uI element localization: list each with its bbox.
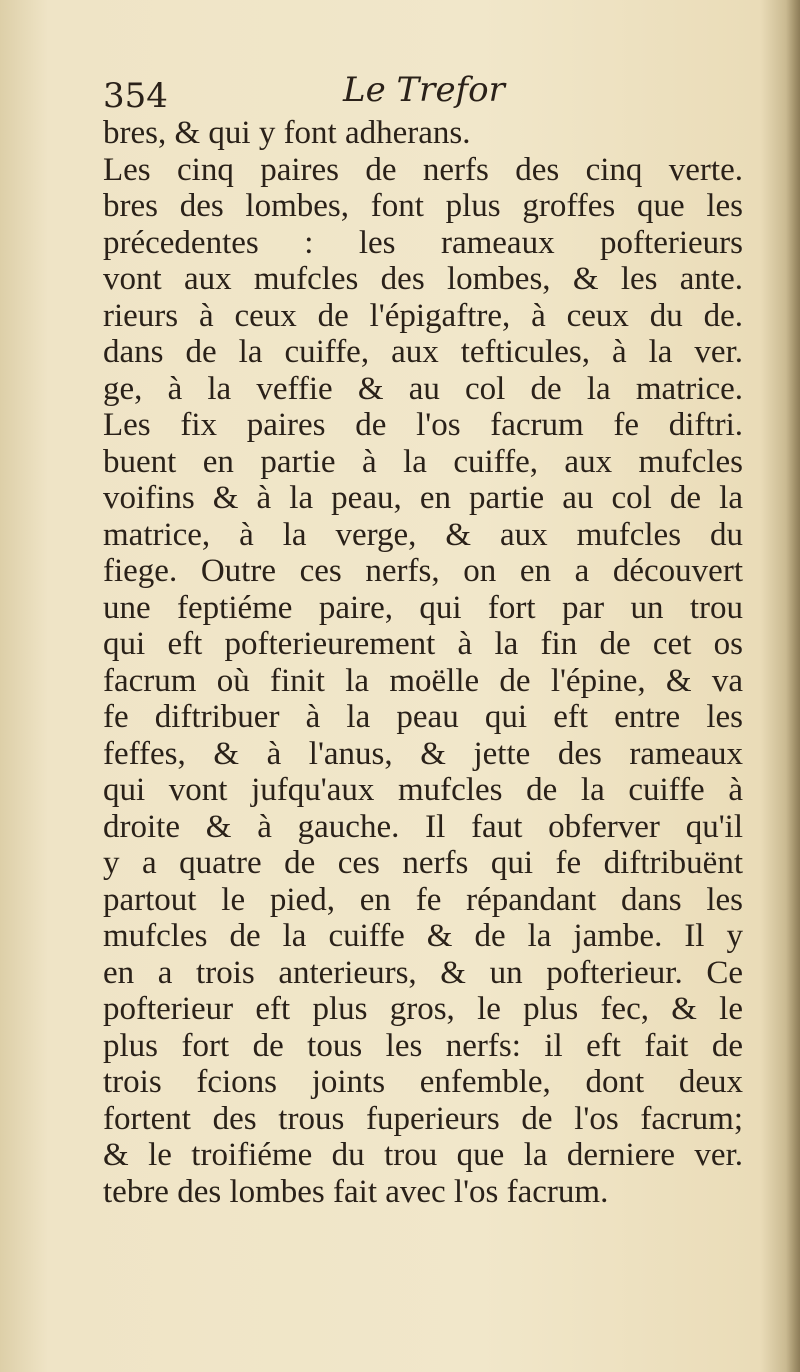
- text-line: matrice, à la verge, & aux mufcles du: [103, 516, 743, 553]
- text-line: pofterieur eft plus gros, le plus fec, & le: [103, 991, 743, 1027]
- text-line: Les cinq paires de nerfs des cinq verte.: [103, 151, 743, 188]
- text-line: feffes, & à l'anus, & jette des rameaux: [103, 735, 743, 772]
- text-line: mufcles de la cuiffe & de la jambe. Il y: [103, 918, 743, 954]
- text-line: fortent des trous fuperieurs de l'os facrum;: [103, 1100, 743, 1137]
- text-line: trois fcions joints enfemble, dont deux: [103, 1064, 743, 1100]
- text-line: buent en partie à la cuiffe, aux mufcles: [103, 443, 743, 480]
- text-line: partout le pied, en fe répandant dans les: [103, 881, 743, 918]
- text-line: ge, à la veffie & au col de la matrice.: [103, 370, 743, 407]
- text-line: rieurs à ceux de l'épigaftre, à ceux du de.: [103, 297, 743, 334]
- text-line: Les fix paires de l'os facrum fe diftri.: [103, 407, 743, 443]
- text-line: & le troifiéme du trou que la derniere ver.: [103, 1137, 743, 1173]
- text-line: voifins & à la peau, en partie au col de la: [103, 480, 743, 516]
- text-line: qui vont jufqu'aux mufcles de la cuiffe à: [103, 772, 743, 808]
- text-line: facrum où finit la moëlle de l'épine, & va: [103, 662, 743, 699]
- text-line: plus fort de tous les nerfs: il eft fait de: [103, 1027, 743, 1064]
- text-line: précedentes : les rameaux pofterieurs: [103, 224, 743, 261]
- spine-shadow: [786, 0, 800, 1372]
- text-line: vont aux mufcles des lombes, & les ante.: [103, 261, 743, 297]
- body-text: [103, 115, 743, 1210]
- text-line: tebre des lombes fait avec l'os facrum.: [103, 1173, 609, 1210]
- page-header: [103, 70, 743, 120]
- text-line: droite & à gauche. Il faut obferver qu'il: [103, 808, 743, 845]
- text-line: qui eft pofterieurement à la fin de cet os: [103, 626, 743, 662]
- text-line: bres, & qui y font adherans.: [103, 115, 471, 151]
- text-line: une feptiéme paire, qui fort par un trou: [103, 589, 743, 626]
- text-line: fiege. Outre ces nerfs, on en a découvert: [103, 553, 743, 589]
- text-line: fe diftribuer à la peau qui eft entre les: [103, 699, 743, 735]
- text-line: y a quatre de ces nerfs qui fe diftribuënt: [103, 845, 743, 881]
- text-line: dans de la cuiffe, aux tefticules, à la ver.: [103, 334, 743, 370]
- running-title: Le Trefor: [343, 70, 505, 110]
- text-line: en a trois anterieurs, & un pofterieur. Ce: [103, 954, 743, 991]
- page-number: 354: [103, 76, 168, 116]
- text-line: bres des lombes, font plus groffes que les: [103, 188, 743, 224]
